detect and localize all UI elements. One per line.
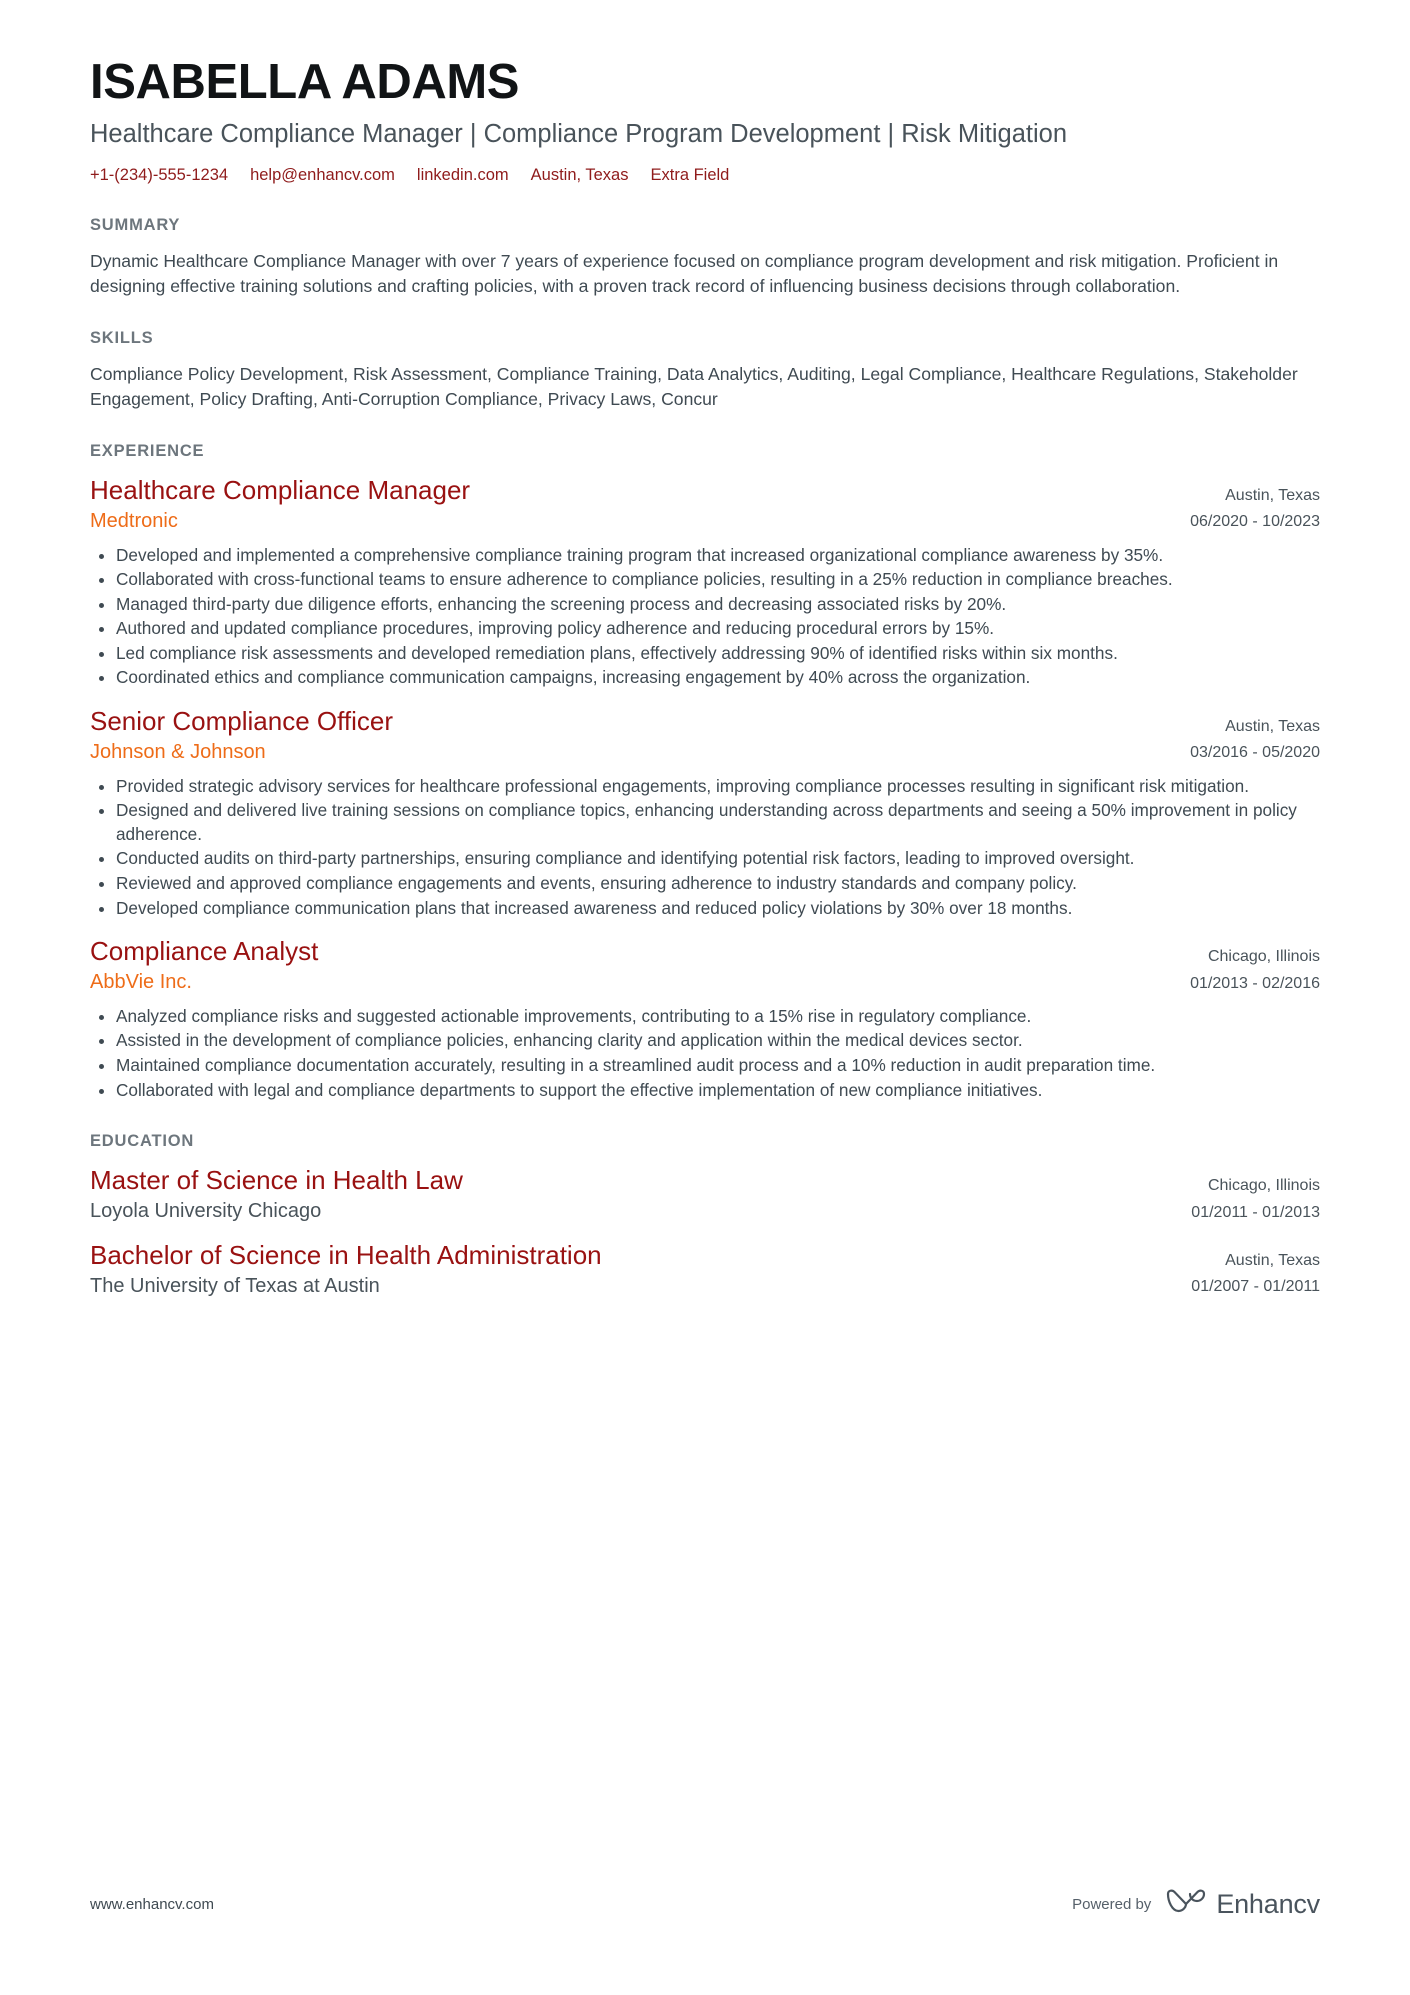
- enhancv-logo: [1165, 1889, 1320, 1920]
- bullet-item: Collaborated with legal and compliance departments to support the effective implementation of new compliance initiatives.: [90, 1079, 1320, 1103]
- experience-entry: [90, 706, 1320, 920]
- bullet-item: Designed and delivered live training sessions on compliance topics, enhancing understanding across departments and seeing a 50% improvement in policy adherence.: [90, 799, 1320, 846]
- bullet-item: Coordinated ethics and compliance communication campaigns, increasing engagement by 40% across the organization.: [90, 666, 1320, 690]
- education-school: Loyola University Chicago: [90, 1199, 322, 1222]
- experience-dates: 03/2016 - 05/2020: [1190, 744, 1320, 762]
- section-summary: [90, 216, 1320, 299]
- contact-list: [90, 165, 1320, 186]
- footer-branding: [1072, 1889, 1320, 1920]
- experience-location: Austin, Texas: [1225, 486, 1320, 504]
- section-heading-skills: SKILLS: [90, 328, 154, 347]
- bullet-item: Authored and updated compliance procedures, improving policy adherence and reducing procedural errors by 15%.: [90, 617, 1320, 641]
- experience-entry: [90, 936, 1320, 1102]
- education-location: Chicago, Illinois: [1207, 1177, 1320, 1195]
- experience-role: Senior Compliance Officer: [90, 705, 393, 736]
- education-degree: Master of Science in Health Law: [90, 1165, 463, 1196]
- page-footer: [90, 1889, 1320, 1920]
- experience-entry-meta: [1140, 706, 1320, 767]
- candidate-headline: Healthcare Compliance Manager | Compliance Program Development | Risk Mitigation: [90, 119, 1068, 148]
- bullet-item: Reviewed and approved compliance engagements and events, ensuring adherence to industry standards and company policy.: [90, 872, 1320, 896]
- education-school: The University of Texas at Austin: [90, 1274, 380, 1297]
- education-entry-meta: [1140, 1165, 1320, 1226]
- experience-entry-left: [90, 936, 1116, 994]
- contact-location[interactable]: Austin, Texas: [530, 165, 629, 184]
- section-education: [90, 1132, 1320, 1301]
- education-entry-header: [90, 1165, 1320, 1226]
- experience-entry-left: [90, 475, 1116, 533]
- experience-dates: 06/2020 - 10/2023: [1190, 513, 1320, 531]
- powered-by-label: Powered by: [1072, 1896, 1152, 1913]
- experience-bullets: [90, 544, 1320, 690]
- resume-header: [90, 56, 1320, 186]
- education-degree: Bachelor of Science in Health Administration: [90, 1239, 602, 1270]
- section-heading-experience: EXPERIENCE: [90, 441, 205, 460]
- contact-phone[interactable]: +1-(234)-555-1234: [90, 165, 229, 184]
- experience-role: Healthcare Compliance Manager: [90, 474, 471, 505]
- experience-company: Medtronic: [90, 509, 178, 532]
- bullet-item: Maintained compliance documentation accurately, resulting in a streamlined audit process and a 10% reduction in audit preparation time.: [90, 1054, 1320, 1078]
- education-entry: [90, 1240, 1320, 1301]
- experience-entry-left: [90, 706, 1116, 764]
- bullet-item: Developed compliance communication plans that increased awareness and reduced policy violations by 30% over 18 months.: [90, 897, 1320, 921]
- bullet-item: Led compliance risk assessments and developed remediation plans, effectively addressing 90% of identified risks within six months.: [90, 642, 1320, 666]
- education-entry-left: [90, 1165, 1116, 1223]
- summary-text: Dynamic Healthcare Compliance Manager with over 7 years of experience focused on compliance program development and risk mitigation. Proficient in designing effective training solutions and crafting policies, with a proven track record of influencing business decisions through collaboration.: [90, 250, 1279, 296]
- education-location: Austin, Texas: [1225, 1251, 1320, 1269]
- education-dates: 01/2007 - 01/2011: [1191, 1278, 1320, 1296]
- skills-text: Compliance Policy Development, Risk Assessment, Compliance Training, Data Analytics, Auditing, Legal Compliance, Healthcare Regulations, Stakeholder Engagement, Policy Drafting, Anti-Corruption Compliance, Privacy Laws, Concur: [90, 363, 1298, 409]
- contact-extra-field[interactable]: Extra Field: [650, 165, 730, 184]
- experience-entry-meta: [1140, 475, 1320, 536]
- section-experience: [90, 442, 1320, 1102]
- candidate-name: ISABELLA ADAMS: [90, 55, 520, 109]
- experience-company: Johnson & Johnson: [90, 740, 266, 763]
- experience-dates: 01/2013 - 02/2016: [1190, 974, 1320, 992]
- bullet-item: Collaborated with cross-functional teams to ensure adherence to compliance policies, resulting in a 25% reduction in compliance breaches.: [90, 568, 1320, 592]
- experience-location: Austin, Texas: [1225, 717, 1320, 735]
- bullet-item: Assisted in the development of compliance policies, enhancing clarity and application within the medical devices sector.: [90, 1029, 1320, 1053]
- education-entry-header: [90, 1240, 1320, 1301]
- contact-email[interactable]: help@enhancv.com: [250, 165, 395, 184]
- education-entry-meta: [1140, 1240, 1320, 1301]
- experience-entry-meta: [1140, 936, 1320, 997]
- enhancv-mark-icon: [1165, 1889, 1207, 1920]
- section-skills: [90, 329, 1320, 412]
- experience-entry-header: [90, 475, 1320, 536]
- education-entry: [90, 1165, 1320, 1226]
- education-dates: 01/2011 - 01/2013: [1191, 1203, 1320, 1221]
- education-entry-left: [90, 1240, 1116, 1298]
- experience-bullets: [90, 1005, 1320, 1102]
- experience-entry: [90, 475, 1320, 690]
- contact-linkedin[interactable]: linkedin.com: [416, 165, 509, 184]
- experience-entry-header: [90, 706, 1320, 767]
- experience-location: Chicago, Illinois: [1207, 948, 1320, 966]
- experience-company: AbbVie Inc.: [90, 970, 192, 993]
- experience-bullets: [90, 775, 1320, 920]
- section-heading-education: EDUCATION: [90, 1132, 195, 1151]
- experience-role: Compliance Analyst: [90, 936, 319, 967]
- bullet-item: Developed and implemented a comprehensive compliance training program that increased organizational compliance awareness by 35%.: [90, 544, 1320, 568]
- bullet-item: Managed third-party due diligence efforts, enhancing the screening process and decreasing associated risks by 20%.: [90, 593, 1320, 617]
- footer-website-url[interactable]: www.enhancv.com: [90, 1896, 214, 1913]
- bullet-item: Conducted audits on third-party partnerships, ensuring compliance and identifying potential risk factors, leading to improved oversight.: [90, 847, 1320, 871]
- section-heading-summary: SUMMARY: [90, 215, 181, 234]
- bullet-item: Analyzed compliance risks and suggested actionable improvements, contributing to a 15% rise in regulatory compliance.: [90, 1005, 1320, 1029]
- bullet-item: Provided strategic advisory services for healthcare professional engagements, improving compliance processes resulting in significant risk mitigation.: [90, 775, 1320, 799]
- experience-entry-header: [90, 936, 1320, 997]
- enhancv-wordmark: Enhancv: [1216, 1889, 1320, 1919]
